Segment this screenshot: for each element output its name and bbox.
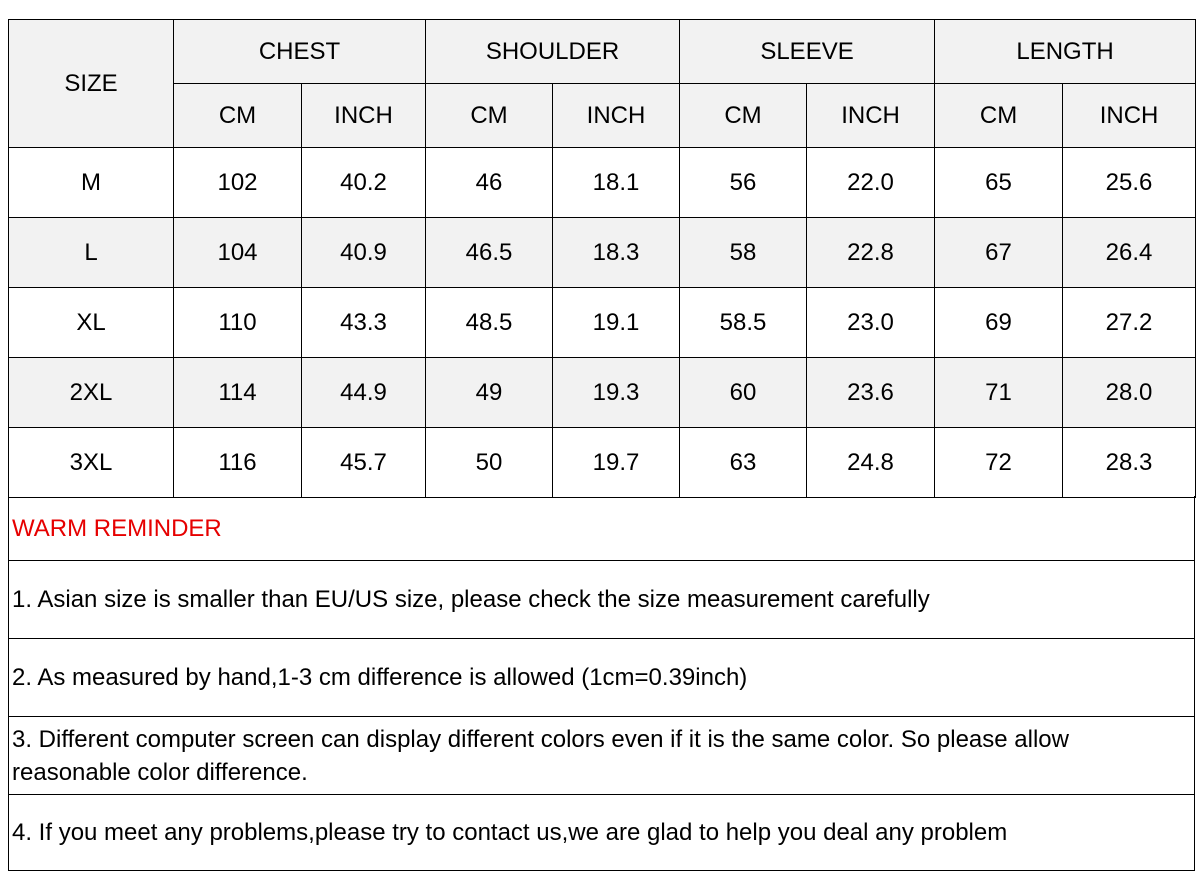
- measurement-cell: 25.6: [1063, 148, 1196, 218]
- unit-header: INCH: [807, 84, 935, 148]
- unit-header: CM: [174, 84, 302, 148]
- measurement-cell: 63: [680, 428, 807, 498]
- warm-reminder-notes: [8, 496, 1195, 871]
- reminder-item: 4. If you meet any problems,please try to contact us,we are glad to help you deal any problem: [9, 795, 1194, 871]
- reminder-item: 3. Different computer screen can display different colors even if it is the same color. So please allow reasonable color difference.: [9, 717, 1194, 795]
- table-row: [9, 428, 1196, 498]
- measurement-cell: 22.8: [807, 218, 935, 288]
- measurement-cell: 28.0: [1063, 358, 1196, 428]
- measurement-cell: 18.1: [553, 148, 680, 218]
- measurement-cell: 56: [680, 148, 807, 218]
- size-cell: 2XL: [9, 358, 174, 428]
- measurement-cell: 46.5: [426, 218, 553, 288]
- measurement-cell: 116: [174, 428, 302, 498]
- warm-reminder-title: WARM REMINDER: [9, 496, 1194, 561]
- measurement-cell: 114: [174, 358, 302, 428]
- measurement-cell: 60: [680, 358, 807, 428]
- measurement-cell: 19.7: [553, 428, 680, 498]
- unit-header: INCH: [1063, 84, 1196, 148]
- unit-header: CM: [426, 84, 553, 148]
- reminder-item: 1. Asian size is smaller than EU/US size, please check the size measurement carefully: [9, 561, 1194, 639]
- unit-header: CM: [680, 84, 807, 148]
- measurement-cell: 43.3: [302, 288, 426, 358]
- measurement-cell: 28.3: [1063, 428, 1196, 498]
- size-cell: 3XL: [9, 428, 174, 498]
- measurement-cell: 72: [935, 428, 1063, 498]
- measurement-cell: 26.4: [1063, 218, 1196, 288]
- table-row: [9, 218, 1196, 288]
- size-header: SIZE: [9, 20, 174, 148]
- group-header-length: LENGTH: [935, 20, 1196, 84]
- unit-header: INCH: [302, 84, 426, 148]
- measurement-cell: 46: [426, 148, 553, 218]
- measurement-cell: 49: [426, 358, 553, 428]
- header-row-units: [9, 84, 1196, 148]
- group-header-chest: CHEST: [174, 20, 426, 84]
- header-row-groups: [9, 20, 1196, 84]
- size-cell: M: [9, 148, 174, 218]
- table-row: [9, 358, 1196, 428]
- table-row: [9, 288, 1196, 358]
- measurement-cell: 18.3: [553, 218, 680, 288]
- table-row: [9, 148, 1196, 218]
- measurement-cell: 67: [935, 218, 1063, 288]
- measurement-cell: 40.9: [302, 218, 426, 288]
- measurement-cell: 69: [935, 288, 1063, 358]
- measurement-cell: 71: [935, 358, 1063, 428]
- size-table: [8, 19, 1196, 498]
- measurement-cell: 19.3: [553, 358, 680, 428]
- measurement-cell: 23.0: [807, 288, 935, 358]
- measurement-cell: 58.5: [680, 288, 807, 358]
- measurement-cell: 22.0: [807, 148, 935, 218]
- unit-header: CM: [935, 84, 1063, 148]
- measurement-cell: 23.6: [807, 358, 935, 428]
- group-header-shoulder: SHOULDER: [426, 20, 680, 84]
- measurement-cell: 19.1: [553, 288, 680, 358]
- group-header-sleeve: SLEEVE: [680, 20, 935, 84]
- measurement-cell: 44.9: [302, 358, 426, 428]
- measurement-cell: 45.7: [302, 428, 426, 498]
- measurement-cell: 65: [935, 148, 1063, 218]
- measurement-cell: 24.8: [807, 428, 935, 498]
- measurement-cell: 102: [174, 148, 302, 218]
- unit-header: INCH: [553, 84, 680, 148]
- measurement-cell: 50: [426, 428, 553, 498]
- measurement-cell: 40.2: [302, 148, 426, 218]
- reminder-item: 2. As measured by hand,1-3 cm difference is allowed (1cm=0.39inch): [9, 639, 1194, 717]
- measurement-cell: 27.2: [1063, 288, 1196, 358]
- size-cell: XL: [9, 288, 174, 358]
- measurement-cell: 104: [174, 218, 302, 288]
- measurement-cell: 48.5: [426, 288, 553, 358]
- measurement-cell: 58: [680, 218, 807, 288]
- measurement-cell: 110: [174, 288, 302, 358]
- size-cell: L: [9, 218, 174, 288]
